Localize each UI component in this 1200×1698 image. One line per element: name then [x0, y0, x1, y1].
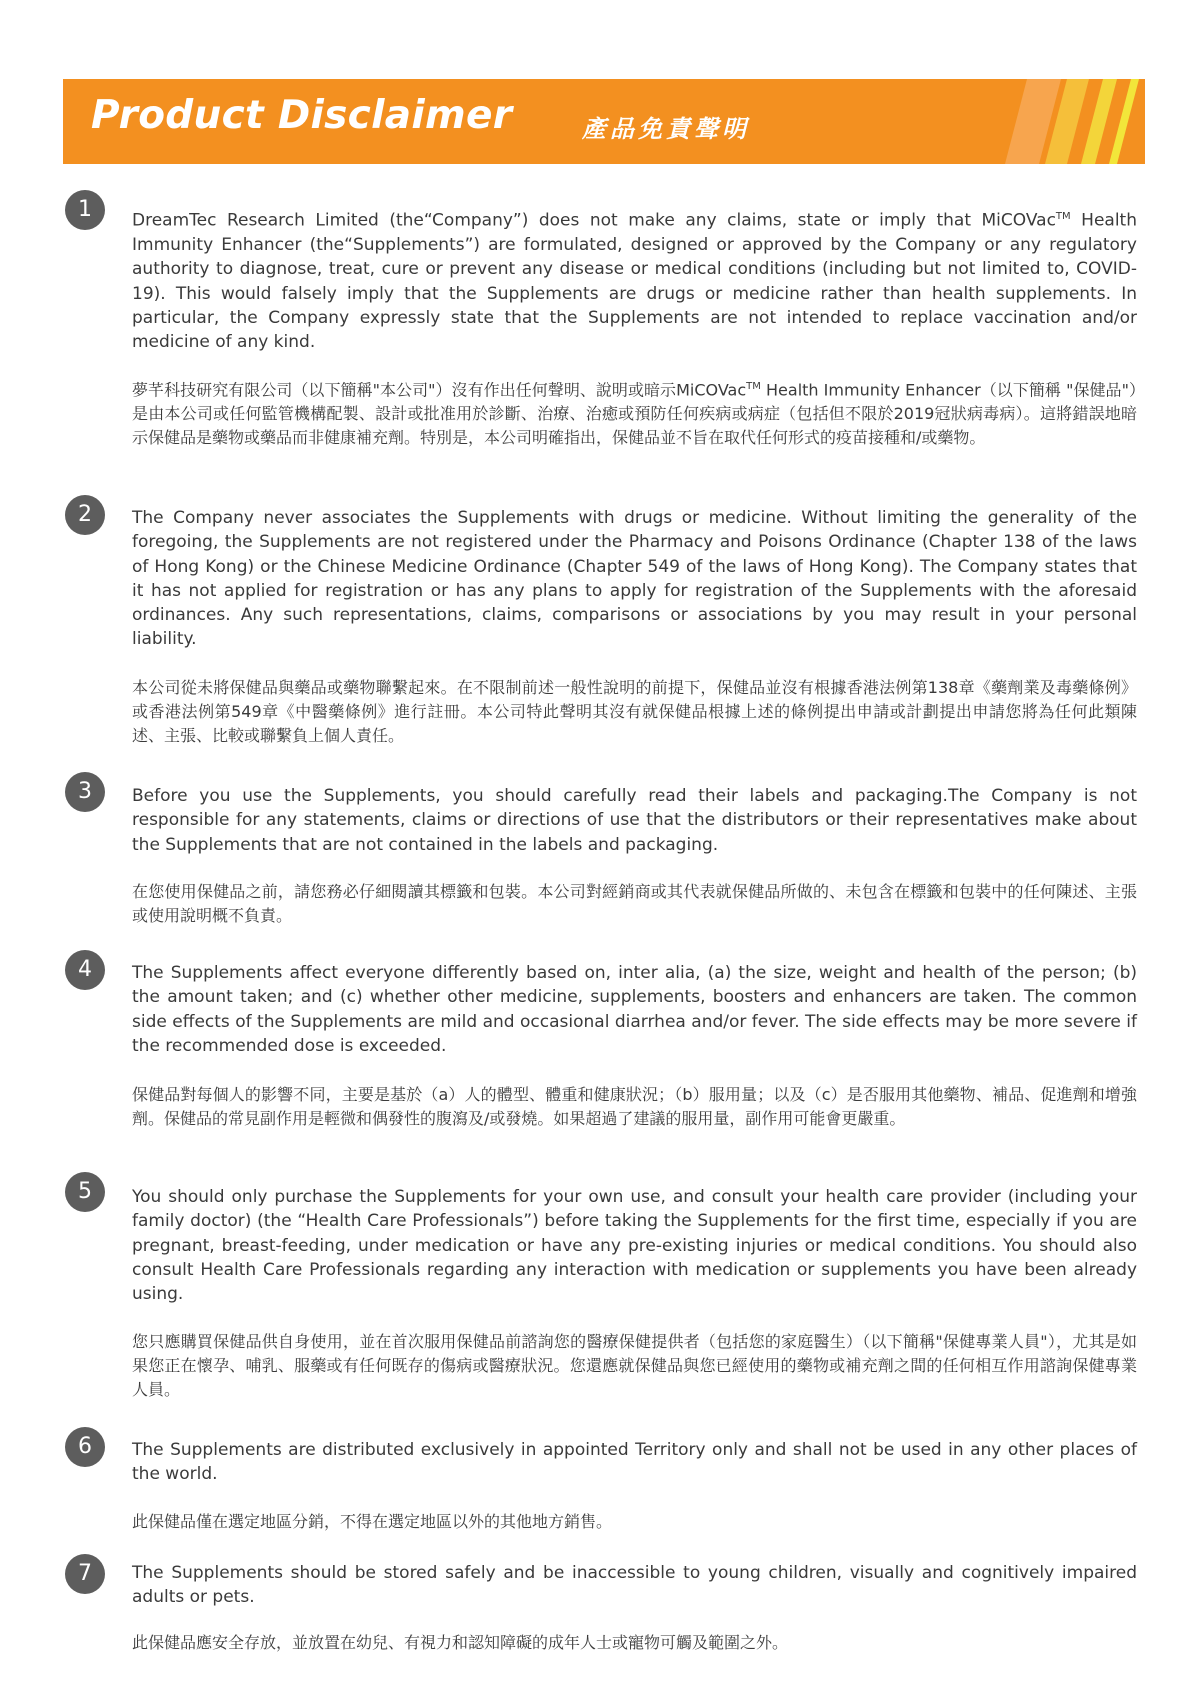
- item-number-badge: 3: [65, 772, 105, 812]
- item-text-zh: 此保健品僅在選定地區分銷，不得在選定地區以外的其他地方銷售。: [132, 1512, 613, 1531]
- item-number-badge: 2: [65, 495, 105, 535]
- item-number-badge: 6: [65, 1427, 105, 1467]
- item-text-en: The Supplements are distributed exclusively in appointed Territory only and shall not be used in any other places of the world.: [132, 1440, 1137, 1485]
- item-text-zh: 在您使用保健品之前，請您務必仔細閱讀其標籤和包裝。本公司對經銷商或其代表就保健品所做的、未包含在標籤和包裝中的任何陳述、主張或使用說明概不負責。: [132, 882, 1137, 925]
- item-text-en: You should only purchase the Supplements for your own use, and consult your health care provider (including your family doctor) (the “Health Care Professionals”) before taking the Supplements for the first time, especially if you are pregnant, breast-feeding, under medication or have any pre-existing injuries or medical conditions. You should also consult Health Care Professionals regarding any interaction with medication or supplements you have been already using.: [132, 1187, 1137, 1305]
- page-title: Product Disclaimer: [91, 93, 513, 138]
- item-text-en: DreamTec Research Limited (the“Company”) does not make any claims, state or imply that MiCOVac™ Health Immunity Enhancer (the“Supplements”) are formulated, designed or approved by the Company or any regulatory authority to diagnose, treat, cure or prevent any disease or medical conditions (including but not limited to, COVID-19). This would falsely imply that the Supplements are drugs or medicine rather than health supplements. In particular, the Company expressly state that the Supplements are not intended to replace vaccination and/or medicine of any kind.: [132, 210, 1137, 353]
- item-text-zh: 您只應購買保健品供自身使用，並在首次服用保健品前諮詢您的醫療保健提供者（包括您的家庭醫生）（以下簡稱"保健專業人員"），尤其是如果您正在懷孕、哺乳、服藥或有任何既存的傷病或醫療狀況。您還應就保健品與您已經使用的藥物或補充劑之間的任何相互作用諮詢保健專業人員。: [132, 1332, 1137, 1399]
- decorative-stripes: [1005, 79, 1150, 164]
- header-banner: [63, 79, 1145, 164]
- page-subtitle: 產品免責聲明: [582, 115, 750, 143]
- stripe-3: [1081, 79, 1117, 164]
- item-number-badge: 7: [65, 1554, 105, 1594]
- item-text-en: The Supplements should be stored safely and be inaccessible to young children, visually and cognitively impaired adults or pets.: [132, 1563, 1137, 1608]
- item-number-badge: 5: [65, 1172, 105, 1212]
- item-text-en: The Supplements affect everyone differently based on, inter alia, (a) the size, weight and health of the person; (b) the amount taken; and (c) whether other medicine, supplements, boosters and enhancers are taken. The common side effects of the Supplements are mild and occasional diarrhea and/or fever. The side effects may be more severe if the recommended dose is exceeded.: [132, 963, 1137, 1056]
- item-number-badge: 1: [65, 190, 105, 230]
- item-text-zh: 夢芊科技研究有限公司（以下簡稱"本公司"）沒有作出任何聲明、說明或暗示MiCOVac™ Health Immunity Enhancer（以下簡稱 "保健品"）是由本公司或任何監管機構配製、設計或批准用於診斷、治療、治癒或預防任何疾病或病症（包括但不限於2019冠狀病毒病）。這將錯誤地暗示保健品是藥物或藥品而非健康補充劑。特別是，本公司明確指出，保健品並不旨在取代任何形式的疫苗接種和/或藥物。: [132, 380, 1137, 448]
- item-text-en: Before you use the Supplements, you should carefully read their labels and packaging.The Company is not responsible for any statements, claims or directions of use that the distributors or their representatives make about the Supplements that are not contained in the labels and packaging.: [132, 786, 1137, 855]
- item-text-en: The Company never associates the Supplements with drugs or medicine. Without limiting the generality of the foregoing, the Supplements are not registered under the Pharmacy and Poisons Ordinance (Chapter 138 of the laws of Hong Kong) or the Chinese Medicine Ordinance (Chapter 549 of the laws of Hong Kong). The Company states that it has not applied for registration or has any plans to apply for registration of the Supplements with the aforesaid ordinances. Any such representations, claims, comparisons or associations by you may result in your personal liability.: [132, 508, 1137, 650]
- item-text-zh: 此保健品應安全存放，並放置在幼兒、有視力和認知障礙的成年人士或寵物可觸及範圍之外。: [132, 1633, 789, 1652]
- item-text-zh: 保健品對每個人的影響不同，主要是基於（a）人的體型、體重和健康狀況；（b）服用量；以及（c）是否服用其他藥物、補品、促進劑和增強劑。保健品的常見副作用是輕微和偶發性的腹瀉及/或發燒。如果超過了建議的服用量，副作用可能會更嚴重。: [132, 1085, 1137, 1128]
- item-number-badge: 4: [65, 950, 105, 990]
- item-text-zh: 本公司從未將保健品與藥品或藥物聯繫起來。在不限制前述一般性說明的前提下，保健品並沒有根據香港法例第138章《藥劑業及毒藥條例》或香港法例第549章《中醫藥條例》進行註冊。本公司特此聲明其沒有就保健品根據上述的條例提出申請或計劃提出申請您將為任何此類陳述、主張、比較或聯繫負上個人責任。: [132, 678, 1137, 745]
